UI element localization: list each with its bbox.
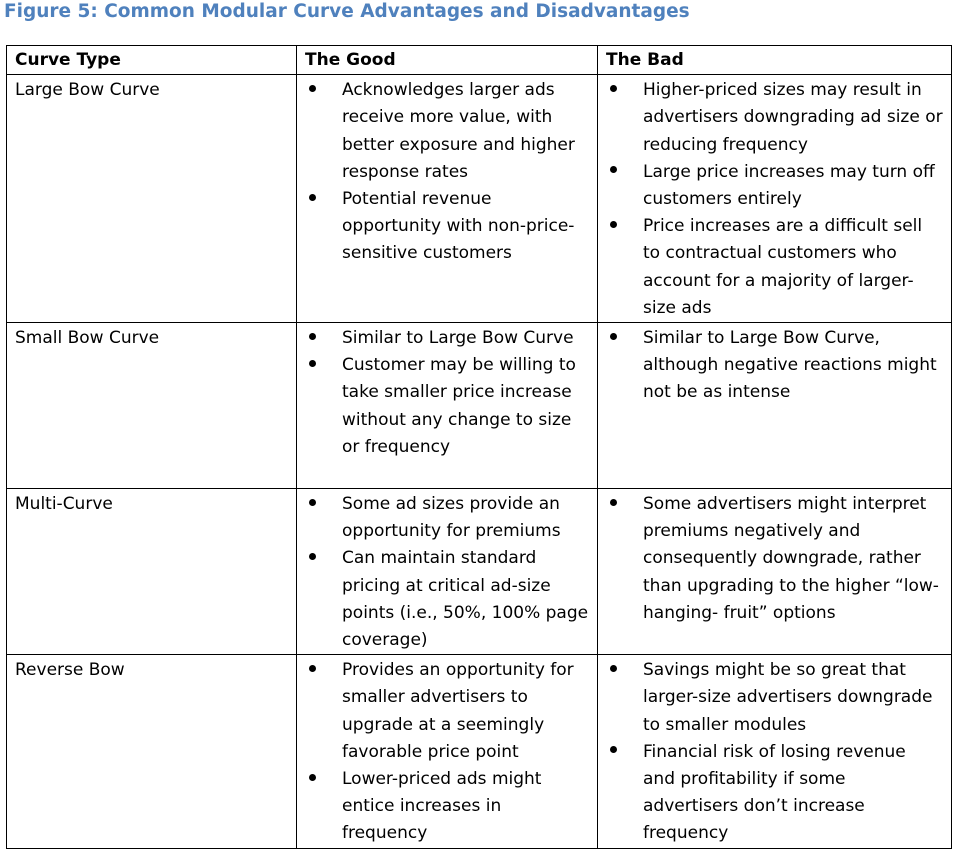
good-cell: [297, 75, 598, 323]
list-item: [606, 657, 943, 739]
bad-list: [606, 657, 943, 847]
good-list: [305, 491, 589, 654]
bullet-dot-icon: [305, 545, 319, 572]
bad-cell: [598, 75, 952, 323]
list-item: [305, 657, 589, 766]
table-row: [7, 323, 952, 489]
table-row: [7, 655, 952, 848]
list-item: [305, 545, 589, 654]
list-item: [606, 77, 943, 159]
list-item: [305, 352, 589, 461]
list-item-text: Price increases are a difficult sell to contractual customers who account for a majority of larger-size ads: [643, 216, 923, 318]
bullet-dot-icon: [606, 77, 620, 104]
header-curve-type: Curve Type: [7, 46, 297, 75]
list-item: [606, 213, 943, 322]
list-item: [606, 325, 943, 407]
list-item-text: Provides an opportunity for smaller advertisers to upgrade at a seemingly favorable price point: [342, 660, 574, 762]
list-item-text: Financial risk of losing revenue and profitability if some advertisers don’t increase frequency: [643, 741, 906, 844]
list-item-text: Some advertisers might interpret premiums negatively and consequently downgrade, rather than upgrading to the higher “low-hanging- fruit” options: [643, 494, 939, 623]
curve-type-cell: Large Bow Curve: [7, 75, 297, 323]
bullet-dot-icon: [305, 325, 319, 352]
list-item: [305, 766, 589, 848]
bad-cell: [598, 323, 952, 489]
list-item-text: Similar to Large Bow Curve: [342, 328, 574, 349]
list-item: [606, 491, 943, 627]
bad-list: [606, 491, 943, 627]
curve-type-cell: Reverse Bow: [7, 655, 297, 848]
bullet-dot-icon: [606, 657, 620, 684]
bullet-dot-icon: [305, 657, 319, 684]
bullet-dot-icon: [606, 159, 620, 186]
good-cell: [297, 323, 598, 489]
bullet-dot-icon: [305, 186, 319, 213]
good-list: [305, 657, 589, 847]
bad-list: [606, 77, 943, 322]
list-item: [305, 186, 589, 268]
good-cell: [297, 489, 598, 655]
curve-type-cell: Small Bow Curve: [7, 323, 297, 489]
bullet-dot-icon: [305, 352, 319, 379]
good-list: [305, 77, 589, 267]
list-item: [305, 325, 589, 352]
bad-cell: [598, 655, 952, 848]
bad-cell: [598, 489, 952, 655]
list-item-text: Similar to Large Bow Curve, although negative reactions might not be as intense: [643, 328, 937, 403]
list-item-text: Lower-priced ads might entice increases in frequency: [342, 769, 542, 844]
bullet-dot-icon: [606, 739, 620, 766]
header-the-good: The Good: [297, 46, 598, 75]
bullet-dot-icon: [305, 766, 319, 793]
bullet-dot-icon: [606, 491, 620, 518]
list-item: [305, 491, 589, 545]
table-row: [7, 75, 952, 323]
list-item-text: Acknowledges larger ads receive more value, with better exposure and higher response rates: [342, 80, 575, 182]
good-cell: [297, 655, 598, 848]
curve-comparison-table: [6, 45, 952, 849]
list-item-text: Potential revenue opportunity with non-price-sensitive customers: [342, 189, 575, 264]
list-item: [305, 77, 589, 186]
table-header-row: [7, 46, 952, 75]
good-list: [305, 325, 589, 461]
figure-title: Figure 5: Common Modular Curve Advantages and Disadvantages: [4, 1, 690, 22]
list-item-text: Savings might be so great that larger-size advertisers downgrade to smaller modules: [643, 660, 933, 735]
bullet-dot-icon: [606, 325, 620, 352]
list-item-text: Large price increases may turn off customers entirely: [643, 161, 935, 210]
bullet-dot-icon: [305, 491, 319, 518]
list-item-text: Customer may be willing to take smaller price increase without any change to size or frequency: [342, 355, 576, 457]
header-the-bad: The Bad: [598, 46, 952, 75]
bullet-dot-icon: [305, 77, 319, 104]
list-item-text: Can maintain standard pricing at critical ad-size points (i.e., 50%, 100% page coverage): [342, 548, 589, 651]
bullet-dot-icon: [606, 213, 620, 240]
list-item: [606, 739, 943, 848]
list-item-text: Higher-priced sizes may result in advertisers downgrading ad size or reducing frequency: [643, 80, 943, 155]
bad-list: [606, 325, 943, 407]
list-item-text: Some ad sizes provide an opportunity for premiums: [342, 494, 561, 542]
table-row: [7, 489, 952, 655]
curve-type-cell: Multi-Curve: [7, 489, 297, 655]
list-item: [606, 159, 943, 213]
